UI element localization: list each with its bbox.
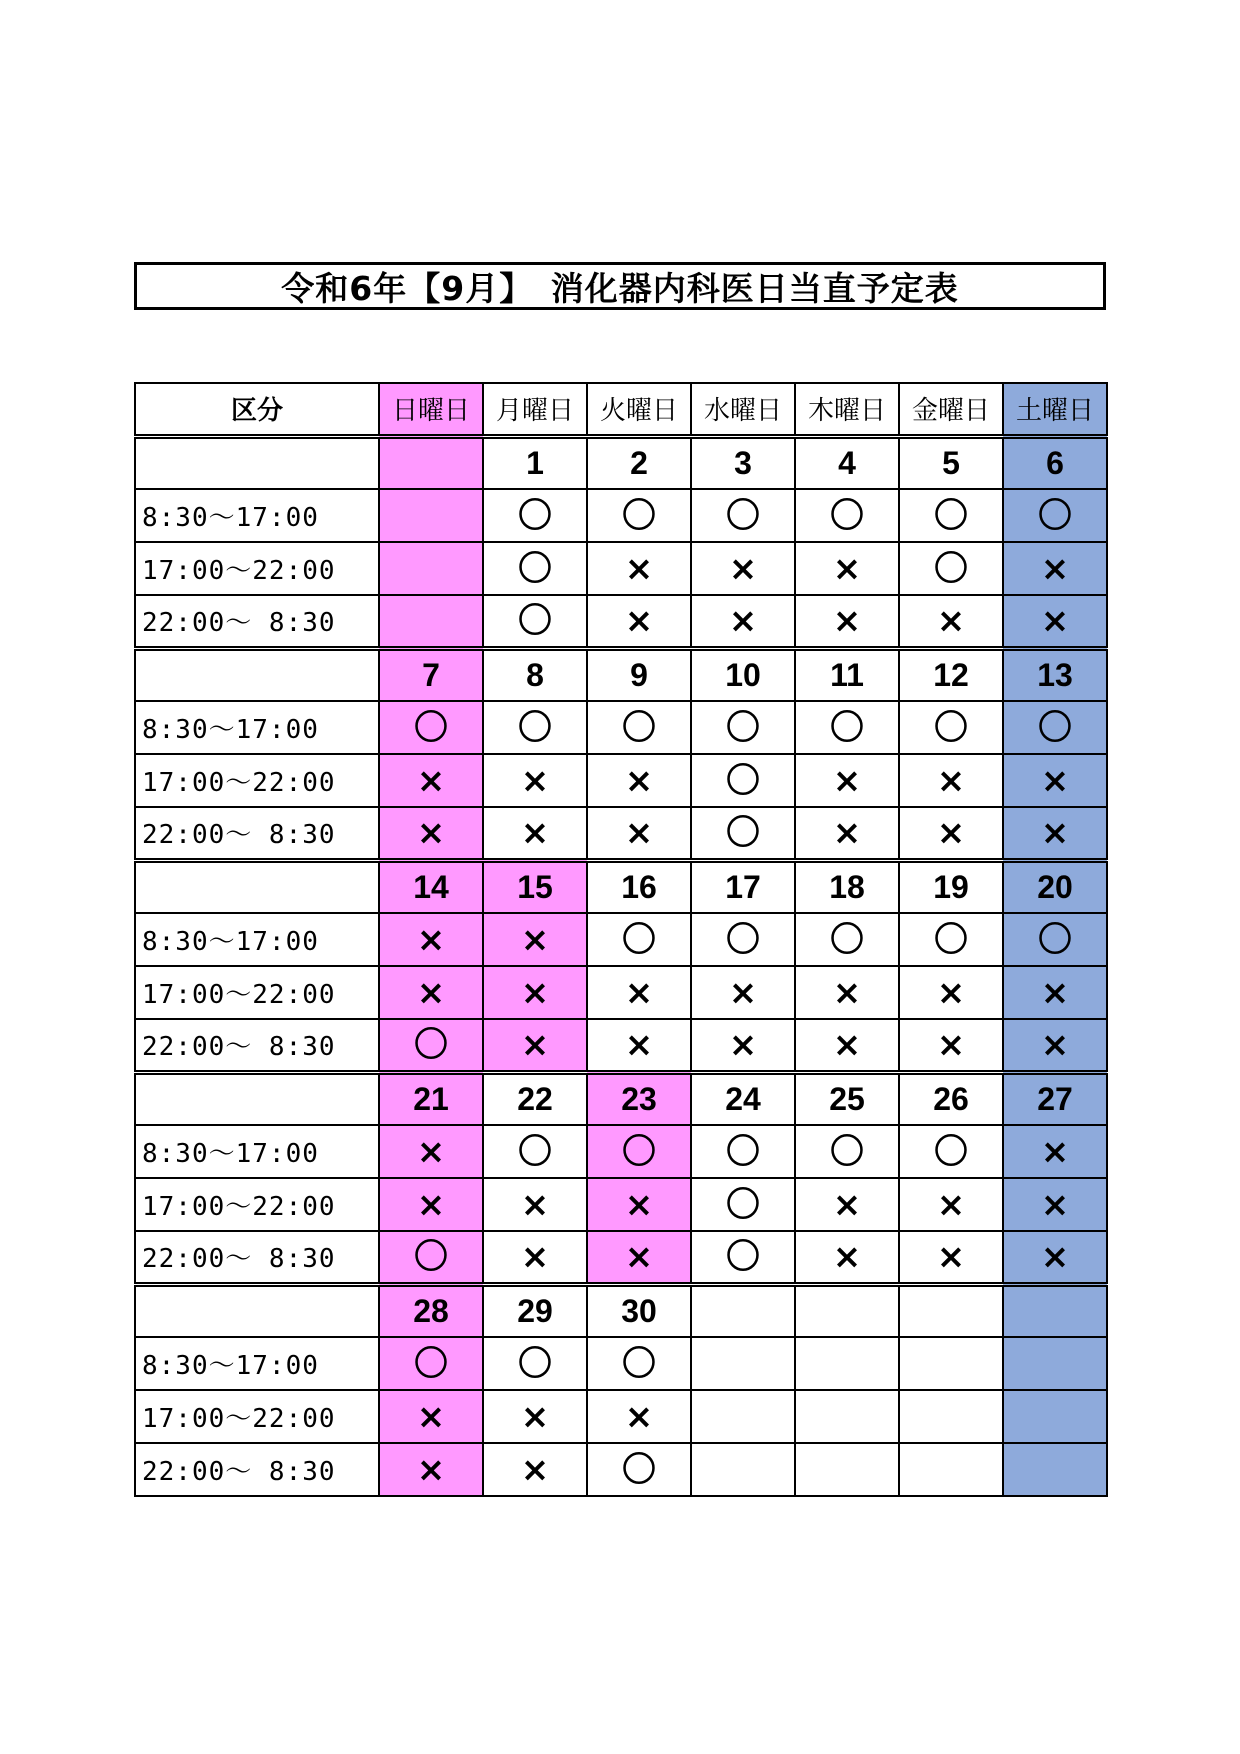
availability-cell: 〇 <box>483 1125 587 1178</box>
availability-cell: × <box>899 807 1003 860</box>
availability-cell: × <box>483 1231 587 1284</box>
shift-row <box>135 1019 1107 1072</box>
date-cell: 3 <box>691 436 795 489</box>
shift-time-label: 22:00～ 8:30 <box>135 1019 379 1072</box>
availability-cell: 〇 <box>587 489 691 542</box>
availability-cell: 〇 <box>691 913 795 966</box>
availability-cell <box>795 1443 899 1496</box>
shift-time-label: 22:00～ 8:30 <box>135 1231 379 1284</box>
availability-cell <box>899 1337 1003 1390</box>
availability-cell: 〇 <box>691 489 795 542</box>
shift-row <box>135 1231 1107 1284</box>
availability-cell: × <box>691 966 795 1019</box>
shift-time-label: 17:00～22:00 <box>135 542 379 595</box>
availability-cell: × <box>483 966 587 1019</box>
date-cell: 30 <box>587 1284 691 1337</box>
date-cell: 11 <box>795 648 899 701</box>
availability-cell: 〇 <box>483 489 587 542</box>
availability-cell: 〇 <box>691 1178 795 1231</box>
shift-time-label: 8:30～17:00 <box>135 1337 379 1390</box>
shift-row <box>135 1125 1107 1178</box>
day-header-wednesday: 水曜日 <box>691 383 795 436</box>
category-header: 区分 <box>135 383 379 436</box>
availability-cell: × <box>795 1019 899 1072</box>
availability-cell: × <box>379 913 483 966</box>
date-cell: 4 <box>795 436 899 489</box>
availability-cell: 〇 <box>795 489 899 542</box>
date-cell: 6 <box>1003 436 1107 489</box>
availability-cell: × <box>899 595 1003 648</box>
shift-time-label: 17:00～22:00 <box>135 966 379 1019</box>
availability-cell: × <box>379 754 483 807</box>
date-row-label <box>135 648 379 701</box>
availability-cell: × <box>587 807 691 860</box>
date-cell: 2 <box>587 436 691 489</box>
date-cell: 26 <box>899 1072 1003 1125</box>
availability-cell: 〇 <box>379 1337 483 1390</box>
date-cell: 12 <box>899 648 1003 701</box>
availability-cell <box>795 1390 899 1443</box>
availability-cell: × <box>1003 1231 1107 1284</box>
availability-cell: × <box>899 1178 1003 1231</box>
shift-time-label: 8:30～17:00 <box>135 489 379 542</box>
availability-cell: × <box>795 966 899 1019</box>
availability-cell: 〇 <box>587 913 691 966</box>
availability-cell: × <box>795 1231 899 1284</box>
availability-cell: 〇 <box>899 542 1003 595</box>
shift-time-label: 8:30～17:00 <box>135 701 379 754</box>
availability-cell: × <box>587 1178 691 1231</box>
date-cell: 19 <box>899 860 1003 913</box>
availability-cell: × <box>691 1019 795 1072</box>
availability-cell <box>899 1390 1003 1443</box>
availability-cell: 〇 <box>899 913 1003 966</box>
shift-time-label: 8:30～17:00 <box>135 913 379 966</box>
availability-cell: 〇 <box>483 542 587 595</box>
availability-cell: 〇 <box>899 489 1003 542</box>
availability-cell <box>1003 1390 1107 1443</box>
date-cell: 21 <box>379 1072 483 1125</box>
availability-cell: × <box>587 1390 691 1443</box>
availability-cell: × <box>899 1019 1003 1072</box>
date-cell: 22 <box>483 1072 587 1125</box>
availability-cell: × <box>795 807 899 860</box>
shift-time-label: 8:30～17:00 <box>135 1125 379 1178</box>
date-cell: 8 <box>483 648 587 701</box>
date-row-label <box>135 860 379 913</box>
availability-cell: 〇 <box>379 1231 483 1284</box>
availability-cell: × <box>587 542 691 595</box>
date-cell: 24 <box>691 1072 795 1125</box>
availability-cell: × <box>587 595 691 648</box>
header-row <box>135 383 1107 436</box>
availability-cell <box>691 1337 795 1390</box>
date-cell: 14 <box>379 860 483 913</box>
availability-cell: 〇 <box>379 701 483 754</box>
availability-cell: × <box>899 754 1003 807</box>
shift-time-label: 22:00～ 8:30 <box>135 595 379 648</box>
day-header-sunday: 日曜日 <box>379 383 483 436</box>
availability-cell <box>379 489 483 542</box>
date-cell: 16 <box>587 860 691 913</box>
shift-row <box>135 542 1107 595</box>
shift-time-label: 17:00～22:00 <box>135 1390 379 1443</box>
date-cell: 1 <box>483 436 587 489</box>
availability-cell: × <box>587 1019 691 1072</box>
availability-cell <box>1003 1443 1107 1496</box>
availability-cell: × <box>587 966 691 1019</box>
day-header-friday: 金曜日 <box>899 383 1003 436</box>
shift-row <box>135 701 1107 754</box>
availability-cell: 〇 <box>899 1125 1003 1178</box>
availability-cell: 〇 <box>691 807 795 860</box>
availability-cell: × <box>379 807 483 860</box>
availability-cell: × <box>1003 595 1107 648</box>
shift-time-label: 22:00～ 8:30 <box>135 807 379 860</box>
date-cell: 25 <box>795 1072 899 1125</box>
availability-cell: × <box>1003 542 1107 595</box>
availability-cell: 〇 <box>483 701 587 754</box>
shift-row <box>135 489 1107 542</box>
availability-cell: 〇 <box>483 1337 587 1390</box>
week-date-row <box>135 1072 1107 1125</box>
availability-cell: 〇 <box>795 913 899 966</box>
date-cell: 13 <box>1003 648 1107 701</box>
shift-row <box>135 1178 1107 1231</box>
availability-cell: 〇 <box>587 1125 691 1178</box>
availability-cell <box>795 1337 899 1390</box>
availability-cell: × <box>483 1390 587 1443</box>
shift-row <box>135 754 1107 807</box>
date-row-label <box>135 436 379 489</box>
availability-cell: 〇 <box>691 754 795 807</box>
availability-cell: 〇 <box>1003 701 1107 754</box>
availability-cell: × <box>483 1019 587 1072</box>
availability-cell <box>1003 1337 1107 1390</box>
availability-cell: × <box>691 595 795 648</box>
availability-cell: 〇 <box>587 1443 691 1496</box>
availability-cell <box>379 595 483 648</box>
date-cell <box>691 1284 795 1337</box>
availability-cell <box>899 1443 1003 1496</box>
availability-cell: × <box>483 807 587 860</box>
date-cell <box>1003 1284 1107 1337</box>
availability-cell: × <box>1003 1178 1107 1231</box>
date-cell: 27 <box>1003 1072 1107 1125</box>
availability-cell: 〇 <box>795 701 899 754</box>
schedule-table <box>134 382 1108 1497</box>
day-header-monday: 月曜日 <box>483 383 587 436</box>
date-cell: 7 <box>379 648 483 701</box>
shift-time-label: 22:00～ 8:30 <box>135 1443 379 1496</box>
availability-cell: 〇 <box>483 595 587 648</box>
availability-cell: × <box>691 542 795 595</box>
availability-cell: 〇 <box>1003 489 1107 542</box>
availability-cell: × <box>899 1231 1003 1284</box>
availability-cell: × <box>795 595 899 648</box>
availability-cell: 〇 <box>691 1125 795 1178</box>
date-cell: 5 <box>899 436 1003 489</box>
shift-row <box>135 595 1107 648</box>
availability-cell: 〇 <box>587 701 691 754</box>
availability-cell: × <box>379 1178 483 1231</box>
availability-cell: × <box>1003 807 1107 860</box>
availability-cell: × <box>1003 1125 1107 1178</box>
shift-row <box>135 913 1107 966</box>
week-date-row <box>135 648 1107 701</box>
week-date-row <box>135 436 1107 489</box>
availability-cell: × <box>483 1443 587 1496</box>
day-header-saturday: 土曜日 <box>1003 383 1107 436</box>
availability-cell: 〇 <box>1003 913 1107 966</box>
availability-cell: × <box>1003 966 1107 1019</box>
date-cell: 18 <box>795 860 899 913</box>
availability-cell: × <box>483 913 587 966</box>
availability-cell: × <box>1003 754 1107 807</box>
availability-cell: 〇 <box>587 1337 691 1390</box>
availability-cell: × <box>1003 1019 1107 1072</box>
availability-cell: 〇 <box>795 1125 899 1178</box>
availability-cell: × <box>587 754 691 807</box>
shift-row <box>135 1390 1107 1443</box>
day-header-tuesday: 火曜日 <box>587 383 691 436</box>
availability-cell: 〇 <box>691 1231 795 1284</box>
schedule-body <box>135 383 1107 1496</box>
availability-cell <box>691 1443 795 1496</box>
shift-row <box>135 807 1107 860</box>
shift-row <box>135 1443 1107 1496</box>
day-header-thursday: 木曜日 <box>795 383 899 436</box>
date-row-label <box>135 1072 379 1125</box>
week-date-row <box>135 1284 1107 1337</box>
availability-cell: × <box>379 1443 483 1496</box>
date-row-label <box>135 1284 379 1337</box>
availability-cell: × <box>379 1125 483 1178</box>
availability-cell: × <box>899 966 1003 1019</box>
availability-cell: × <box>795 1178 899 1231</box>
availability-cell: × <box>795 542 899 595</box>
date-cell: 15 <box>483 860 587 913</box>
availability-cell: 〇 <box>379 1019 483 1072</box>
availability-cell: × <box>483 1178 587 1231</box>
shift-row <box>135 966 1107 1019</box>
availability-cell <box>379 542 483 595</box>
availability-cell: × <box>795 754 899 807</box>
availability-cell <box>691 1390 795 1443</box>
shift-time-label: 17:00～22:00 <box>135 754 379 807</box>
date-cell: 23 <box>587 1072 691 1125</box>
date-cell <box>899 1284 1003 1337</box>
availability-cell: × <box>379 966 483 1019</box>
availability-cell: × <box>379 1390 483 1443</box>
shift-row <box>135 1337 1107 1390</box>
date-cell: 20 <box>1003 860 1107 913</box>
availability-cell: × <box>483 754 587 807</box>
date-cell: 10 <box>691 648 795 701</box>
date-cell <box>379 436 483 489</box>
date-cell: 29 <box>483 1284 587 1337</box>
availability-cell: 〇 <box>691 701 795 754</box>
date-cell: 17 <box>691 860 795 913</box>
page-title: 令和6年【9月】 消化器内科医日当直予定表 <box>134 262 1106 310</box>
availability-cell: × <box>587 1231 691 1284</box>
date-cell: 28 <box>379 1284 483 1337</box>
availability-cell: 〇 <box>899 701 1003 754</box>
date-cell: 9 <box>587 648 691 701</box>
week-date-row <box>135 860 1107 913</box>
date-cell <box>795 1284 899 1337</box>
shift-time-label: 17:00～22:00 <box>135 1178 379 1231</box>
